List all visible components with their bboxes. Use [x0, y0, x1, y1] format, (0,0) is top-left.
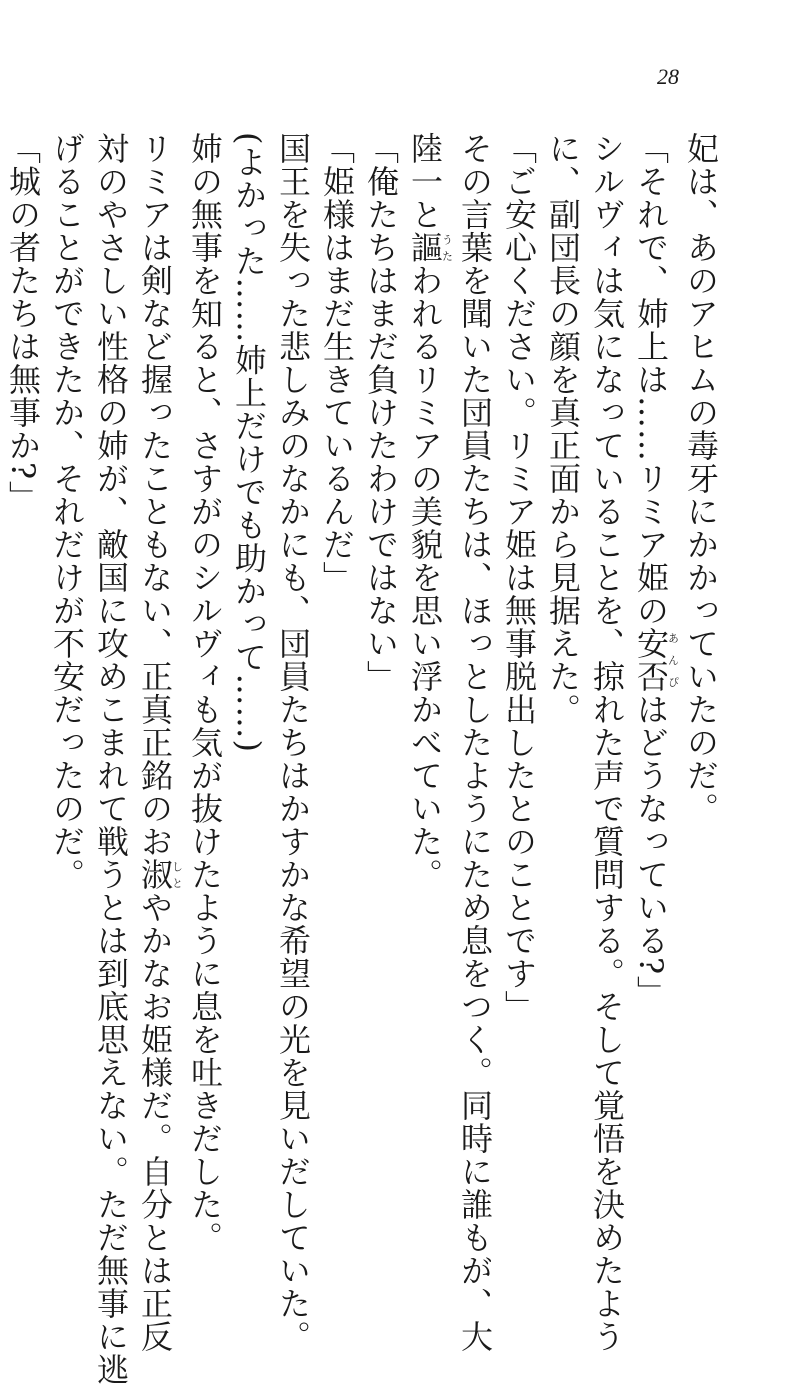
text-line: 姉の無事を知ると、さすがのシルヴィも気が抜けたように息を吐きだした。	[186, 132, 224, 1254]
text-line: 陸一と謳うたわれるリミアの美貌を思い浮かべていた。	[406, 132, 454, 891]
text-line: げることができたか、それだけが不安だったのだ。	[48, 132, 86, 891]
text-line: シルヴィは気になっていることを、掠れた声で質問する。そして覚悟を決めたよう	[588, 132, 626, 1353]
text-line: 妃は、あのアヒムの毒牙にかかっていたのだ。	[682, 132, 720, 825]
text-line: リミアは剣など握ったこともない、正真正銘のお淑しとやかなお姫様だ。自分とは正反	[136, 132, 184, 1353]
text-line: 「ご安心ください。リミア姫は無事脱出したとのことです」	[500, 132, 538, 1023]
text-line: 「それで、姉上は……リミア姫の安否あんぴはどうなっている?」	[632, 132, 680, 1009]
text-line: 「姫様はまだ生きているんだ」	[318, 132, 356, 594]
text-line: 「俺たちはまだ負けたわけではない」	[362, 132, 400, 693]
text-line: (よかった……姉上だけでも助かって……)	[230, 132, 268, 753]
text-line: その言葉を聞いた団員たちは、ほっとしたようにため息をつく。同時に誰もが、大	[456, 132, 494, 1353]
text-line: 「城の者たちは無事か?」	[4, 132, 42, 514]
ruby-uta: 謳うた	[406, 231, 454, 264]
body-text	[1, 132, 723, 1386]
page-number: 28	[657, 64, 679, 89]
text-line: 国王を失った悲しみのなかにも、団員たちはかすかな希望の光を見いだしていた。	[274, 132, 312, 1353]
text-line: に、副団長の顔を真正面から見据えた。	[544, 132, 582, 726]
text-line: 対のやさしい性格の姉が、敵国に攻めこまれて戦うとは到底思えない。ただ無事に逃	[92, 132, 130, 1386]
ruby-shito: 淑しと	[136, 858, 184, 891]
ruby-anpi: 安否あんぴ	[632, 627, 680, 693]
